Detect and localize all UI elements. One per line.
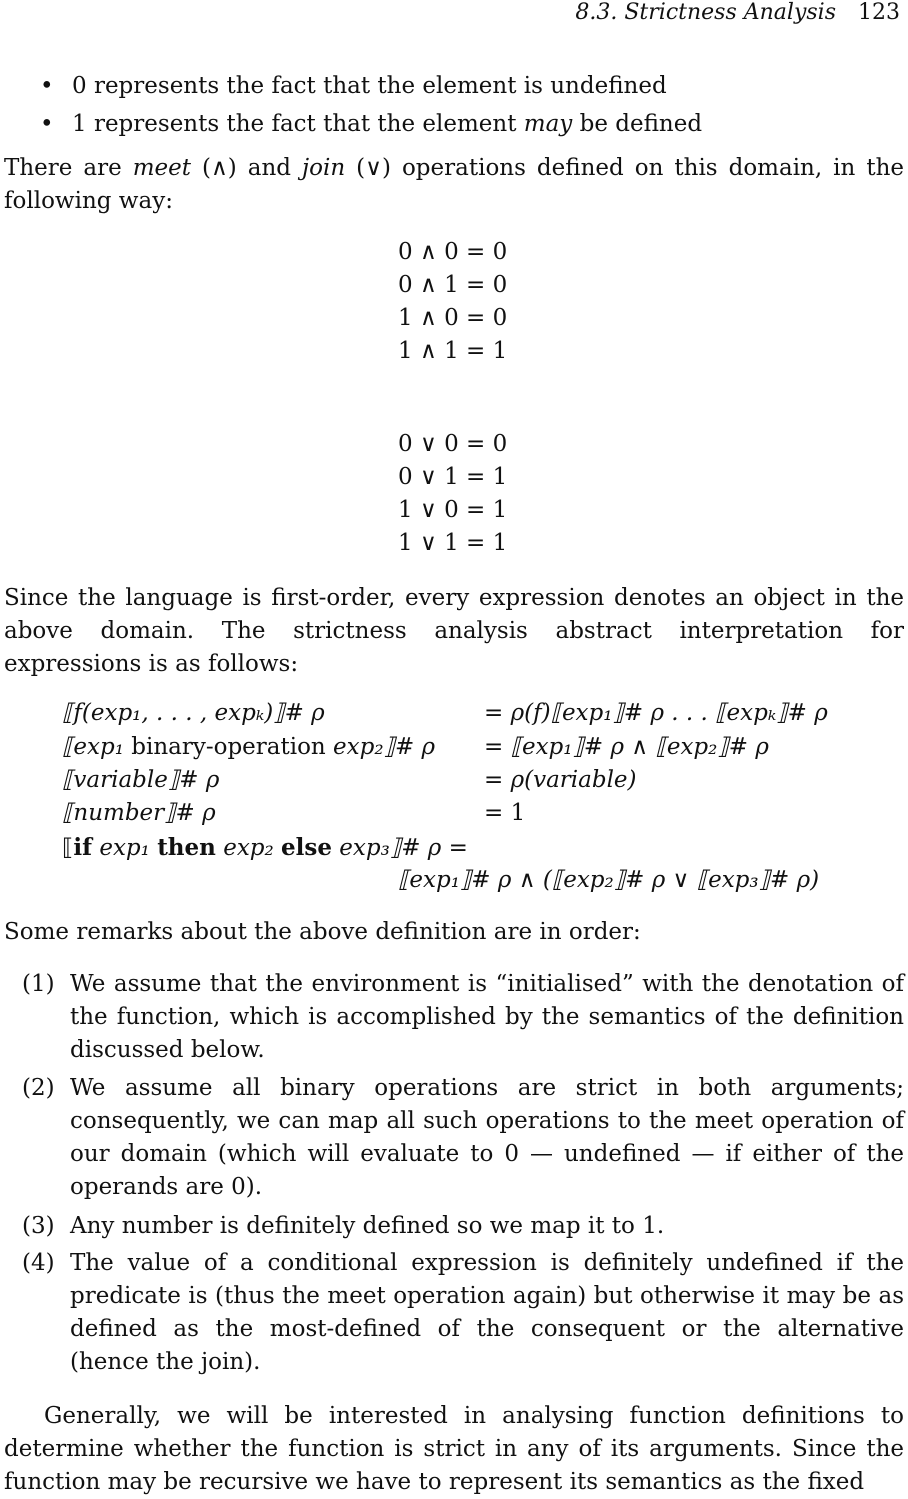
join-row: 1 ∨ 1 = 1 xyxy=(398,530,508,556)
join-table xyxy=(398,428,507,560)
def-row1-lhs: ⟦f(exp₁, . . . , expₖ)⟧# ρ xyxy=(62,700,325,726)
meet-row: 0 ∧ 0 = 0 xyxy=(398,239,508,265)
page-number: 123 xyxy=(858,0,900,25)
def-row4-rhs: = 1 xyxy=(484,800,526,826)
meet-row: 1 ∧ 0 = 0 xyxy=(398,305,508,331)
bullet-dot: • xyxy=(40,73,54,99)
remark-text: We assume all binary operations are strict in both arguments; consequently, we can map all such operations to the meet operation of our domain (which will evaluate to 0 — undefined — if either of the operands are 0). xyxy=(70,1075,904,1200)
remark-item xyxy=(22,1072,904,1204)
remark-item xyxy=(22,1210,904,1243)
remark-item xyxy=(22,968,904,1067)
remark-text: The value of a conditional expression is definitely undefined if the predicate is (thus the meet operation again) but otherwise it may be as defined as the most-defined of the consequent or the alternative (hence the join). xyxy=(70,1250,904,1375)
running-header xyxy=(575,0,900,29)
remark-item xyxy=(22,1247,904,1379)
closing-paragraph: Generally, we will be interested in analysing function definitions to determine whether the function is strict in any of its arguments. Since the function may be recursive we have to represent its semantics as the fixed xyxy=(4,1403,904,1495)
meet-row: 0 ∧ 1 = 0 xyxy=(398,272,508,298)
join-row: 1 ∨ 0 = 1 xyxy=(398,497,508,523)
def-row3-rhs: = ρ(variable) xyxy=(484,767,637,793)
remark-text: We assume that the environment is “initialised” with the denotation of the function, which is accomplished by the semantics of the definition discussed below. xyxy=(70,971,904,1063)
def-row2-lhs: ⟦exp₁ binary-operation exp₂⟧# ρ xyxy=(62,734,436,760)
def-row4-lhs: ⟦number⟧# ρ xyxy=(62,800,216,826)
meet-row: 1 ∧ 1 = 1 xyxy=(398,338,508,364)
def-row2-rhs: = ⟦exp₁⟧# ρ ∧ ⟦exp₂⟧# ρ xyxy=(484,734,769,760)
bullet-item: • 1 represents the fact that the element may be defined xyxy=(40,108,900,141)
join-row: 0 ∨ 0 = 0 xyxy=(398,431,508,457)
join-row: 0 ∨ 1 = 1 xyxy=(398,464,508,490)
language-paragraph: Since the language is first-order, every expression denotes an object in the above domain. The strictness analysis abstract interpretation for expressions is as follows: xyxy=(4,585,904,677)
bullet-item: • 0 represents the fact that the element is undefined xyxy=(40,70,900,103)
meet-table xyxy=(398,236,507,368)
intro-paragraph: There are meet (∧) and join (∨) operations defined on this domain, in the following way: xyxy=(4,155,905,214)
section-title: 8.3. Strictness Analysis xyxy=(575,0,836,25)
remark-text: Any number is definitely defined so we map it to 1. xyxy=(70,1213,665,1239)
remark-number: (1) xyxy=(22,971,55,997)
remark-number: (4) xyxy=(22,1250,55,1276)
bullet-dot: • xyxy=(40,111,54,137)
def-row3-lhs: ⟦variable⟧# ρ xyxy=(62,767,220,793)
remark-number: (3) xyxy=(22,1213,55,1239)
remark-number: (2) xyxy=(22,1075,55,1101)
def-row5-lhs: ⟦if exp₁ then exp₂ else exp₃⟧# ρ = xyxy=(62,834,468,861)
def-row6: ⟦exp₁⟧# ρ ∧ (⟦exp₂⟧# ρ ∨ ⟦exp₃⟧# ρ) xyxy=(398,867,820,893)
def-row1-rhs: = ρ(f)⟦exp₁⟧# ρ . . . ⟦expₖ⟧# ρ xyxy=(484,700,828,726)
remarks-intro: Some remarks about the above definition are in order: xyxy=(4,919,641,945)
